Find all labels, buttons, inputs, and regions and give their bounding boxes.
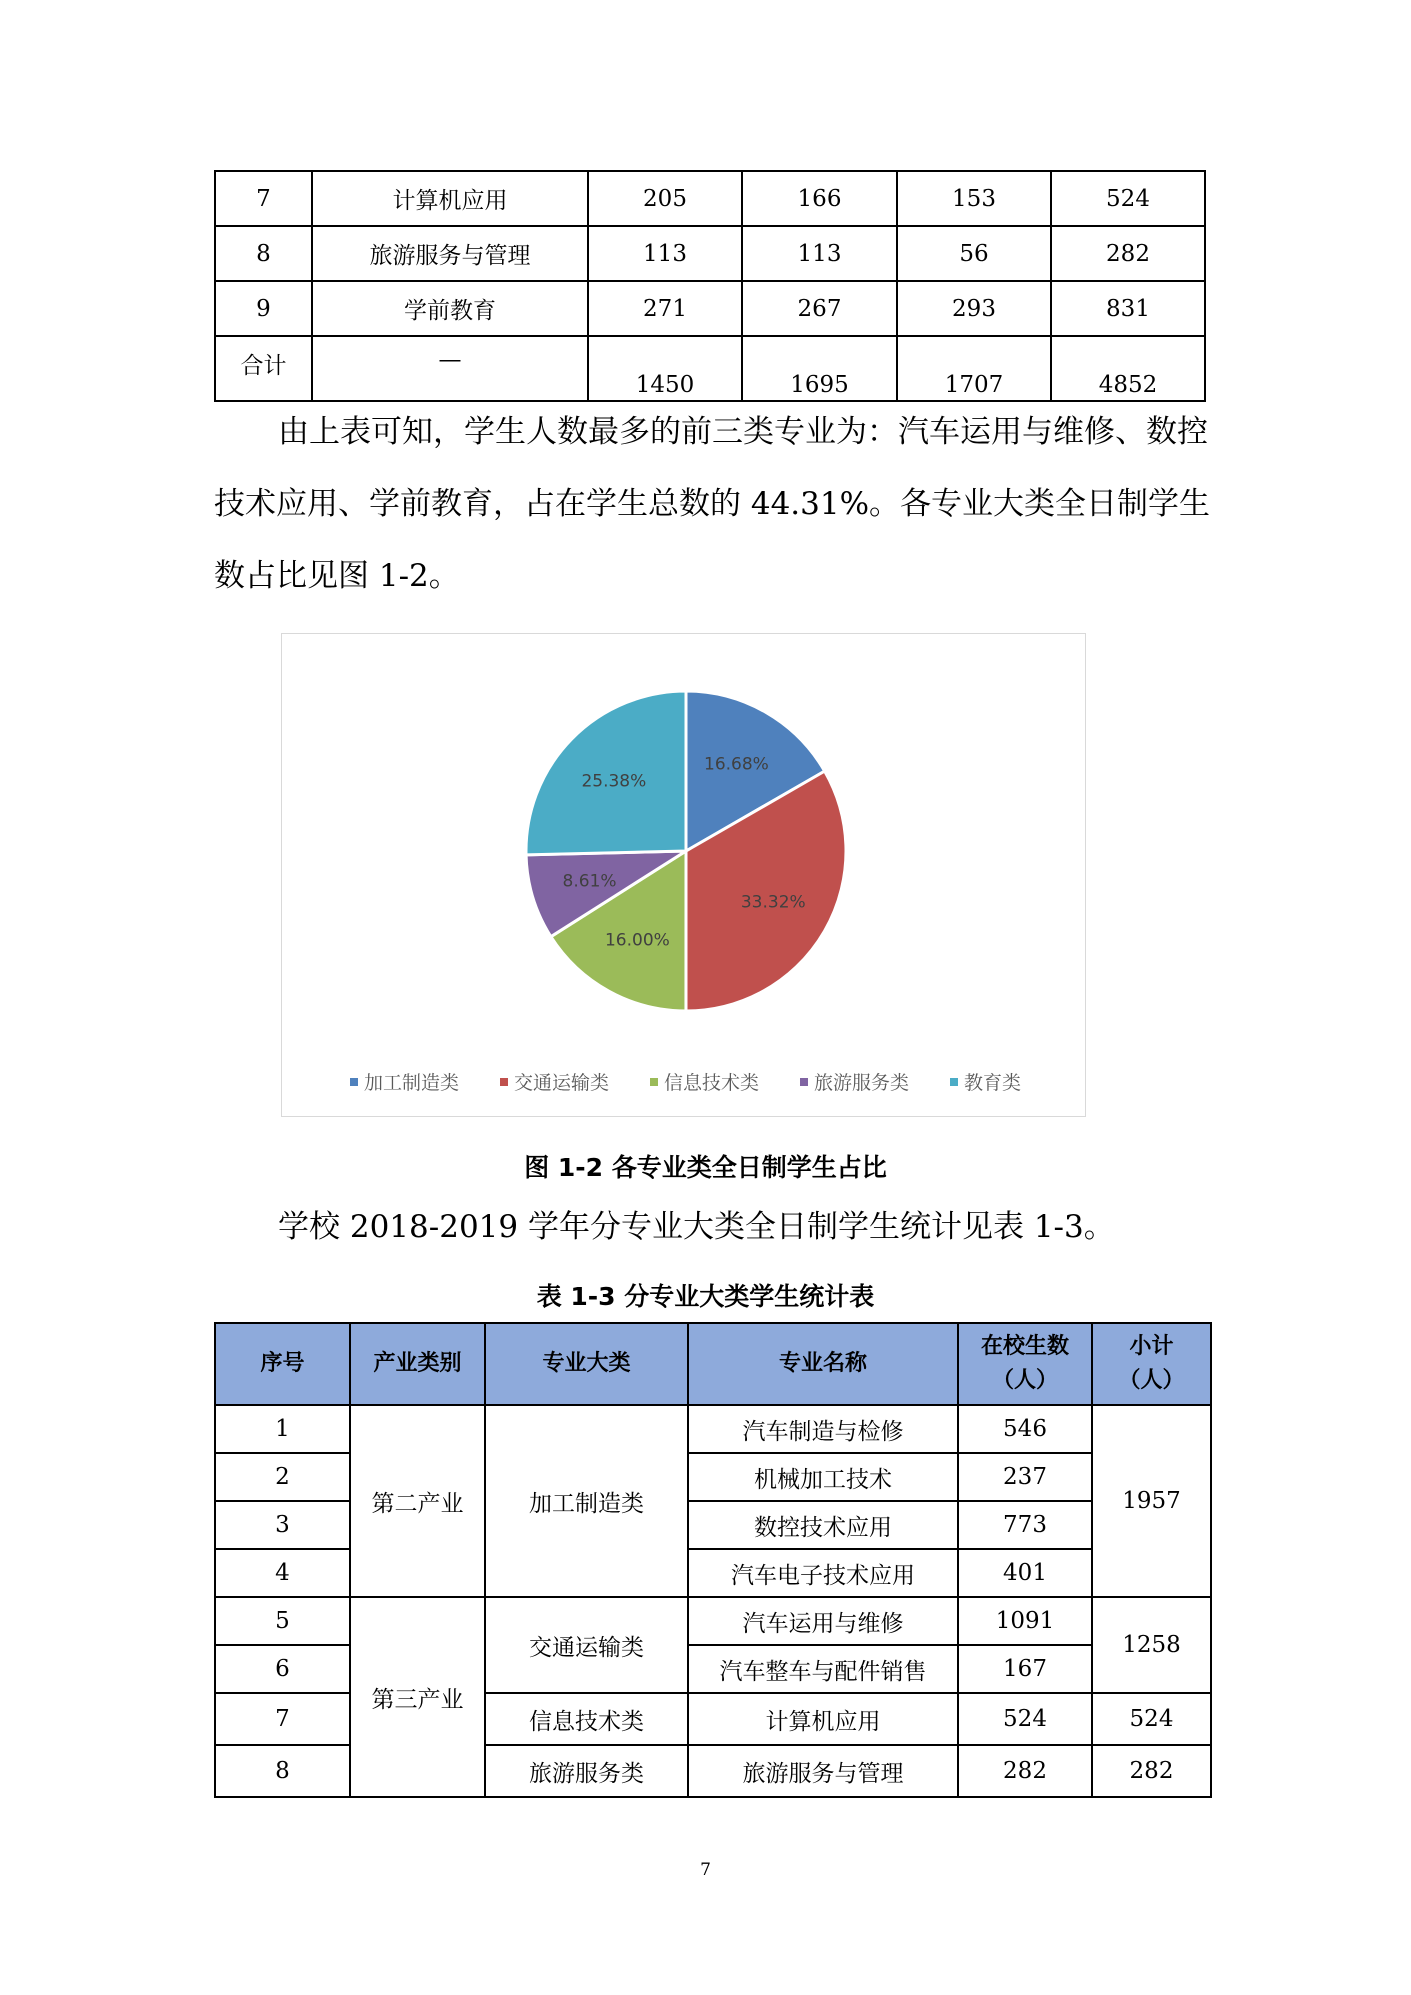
- enrolled-count: 282: [958, 1745, 1092, 1797]
- legend-label: 旅游服务类: [814, 1072, 910, 1094]
- legend-item: [950, 1072, 1021, 1094]
- industry-cell: 第三产业: [350, 1597, 485, 1797]
- major-name: 旅游服务与管理: [312, 226, 588, 281]
- row-no: 5: [215, 1597, 350, 1645]
- enrolled-count: 773: [958, 1501, 1092, 1549]
- major-name: 汽车制造与检修: [688, 1405, 958, 1453]
- industry-cell: 第二产业: [350, 1405, 485, 1597]
- enrolled-count: 546: [958, 1405, 1092, 1453]
- row-no: 6: [215, 1645, 350, 1693]
- subtotal-cell: 282: [1092, 1745, 1211, 1797]
- major-name: 旅游服务与管理: [688, 1745, 958, 1797]
- figure-caption: 图 1-2 各专业类全日制学生占比: [524, 1153, 887, 1182]
- table-caption: 表 1-3 分专业大类学生统计表: [536, 1282, 875, 1311]
- table-row: [215, 171, 1205, 226]
- subtotal-cell: 1258: [1092, 1597, 1211, 1693]
- pie-chart: [281, 633, 1086, 1117]
- major-name: 机械加工技术: [688, 1453, 958, 1501]
- header-industry: 产业类别: [350, 1323, 485, 1405]
- legend-swatch: [500, 1078, 508, 1086]
- pie-data-label: 8.61%: [562, 871, 617, 892]
- subtotal-cell: 1957: [1092, 1405, 1211, 1597]
- legend-label: 信息技术类: [664, 1072, 760, 1094]
- enrollment-table-continued: [214, 170, 1206, 402]
- total-count: 4852: [1051, 336, 1205, 401]
- table-intro-paragraph: 学校 2018-2019 学年分专业大类全日制学生统计见表 1-3。: [278, 1209, 1115, 1245]
- pie-data-label: 16.68%: [704, 754, 769, 775]
- legend-label: 加工制造类: [364, 1072, 460, 1094]
- legend-swatch: [800, 1078, 808, 1086]
- row-no: 4: [215, 1549, 350, 1597]
- table-row: [215, 1405, 1211, 1453]
- row-no: 1: [215, 1405, 350, 1453]
- row-no: 8: [215, 1745, 350, 1797]
- table-row: [215, 1597, 1211, 1645]
- category-cell: 加工制造类: [485, 1405, 688, 1597]
- count-col-2: 166: [742, 171, 897, 226]
- category-cell: 信息技术类: [485, 1693, 688, 1745]
- major-name: 学前教育: [312, 281, 588, 336]
- total-count: 282: [1051, 226, 1205, 281]
- total-count: 831: [1051, 281, 1205, 336]
- pie-chart-svg: [282, 634, 1087, 1118]
- count-col-3: 153: [897, 171, 1051, 226]
- header-subtotal: 小计 （人）: [1092, 1323, 1211, 1405]
- enrollment-table-body: [215, 171, 1205, 401]
- legend-swatch: [650, 1078, 658, 1086]
- enrolled-count: 524: [958, 1693, 1092, 1745]
- row-no: 7: [215, 1693, 350, 1745]
- legend-label: 教育类: [964, 1072, 1022, 1094]
- total-row: [215, 336, 1205, 401]
- count-col-1: 271: [588, 281, 742, 336]
- table-row: [215, 226, 1205, 281]
- row-no: 9: [215, 281, 312, 336]
- row-no: 7: [215, 171, 312, 226]
- legend-item: [350, 1072, 459, 1094]
- legend-label: 交通运输类: [514, 1072, 610, 1094]
- total-label: 合计: [215, 336, 312, 401]
- count-col-2: 1695: [742, 336, 897, 401]
- table-header-row: [215, 1323, 1211, 1405]
- category-cell: 交通运输类: [485, 1597, 688, 1693]
- pie-data-label: 25.38%: [581, 771, 647, 792]
- count-col-3: 56: [897, 226, 1051, 281]
- pie-data-label: 33.32%: [740, 892, 806, 913]
- major-name: 汽车运用与维修: [688, 1597, 958, 1645]
- major-name: 汽车电子技术应用: [688, 1549, 958, 1597]
- major-name: —: [312, 336, 588, 401]
- count-col-3: 1707: [897, 336, 1051, 401]
- legend-item: [500, 1072, 609, 1094]
- count-col-1: 1450: [588, 336, 742, 401]
- count-col-2: 267: [742, 281, 897, 336]
- header-enrolled: 在校生数 （人）: [958, 1323, 1092, 1405]
- major-name: 计算机应用: [688, 1693, 958, 1745]
- major-name: 汽车整车与配件销售: [688, 1645, 958, 1693]
- header-major: 专业名称: [688, 1323, 958, 1405]
- subtotal-cell: 524: [1092, 1693, 1211, 1745]
- table-row: [215, 281, 1205, 336]
- major-name: 计算机应用: [312, 171, 588, 226]
- legend-item: [650, 1072, 759, 1094]
- row-no: 8: [215, 226, 312, 281]
- enrolled-count: 167: [958, 1645, 1092, 1693]
- header-category: 专业大类: [485, 1323, 688, 1405]
- count-col-1: 205: [588, 171, 742, 226]
- pie-data-label: 16.00%: [604, 930, 670, 951]
- legend-swatch: [350, 1078, 358, 1086]
- category-stats-table: [214, 1322, 1212, 1798]
- page-number: 7: [700, 1860, 711, 1880]
- summary-paragraph: 由上表可知，学生人数最多的前三类专业为：汽车运用与维修、数控技术应用、学前教育，占在学生总数的 44.31%。各专业大类全日制学生数占比见图 1-2。: [214, 414, 1211, 594]
- enrolled-count: 237: [958, 1453, 1092, 1501]
- legend-item: [800, 1072, 909, 1094]
- total-count: 524: [1051, 171, 1205, 226]
- count-col-2: 113: [742, 226, 897, 281]
- enrolled-count: 401: [958, 1549, 1092, 1597]
- category-cell: 旅游服务类: [485, 1745, 688, 1797]
- header-no: 序号: [215, 1323, 350, 1405]
- row-no: 3: [215, 1501, 350, 1549]
- count-col-3: 293: [897, 281, 1051, 336]
- major-name: 数控技术应用: [688, 1501, 958, 1549]
- count-col-1: 113: [588, 226, 742, 281]
- legend-swatch: [950, 1078, 958, 1086]
- enrolled-count: 1091: [958, 1597, 1092, 1645]
- row-no: 2: [215, 1453, 350, 1501]
